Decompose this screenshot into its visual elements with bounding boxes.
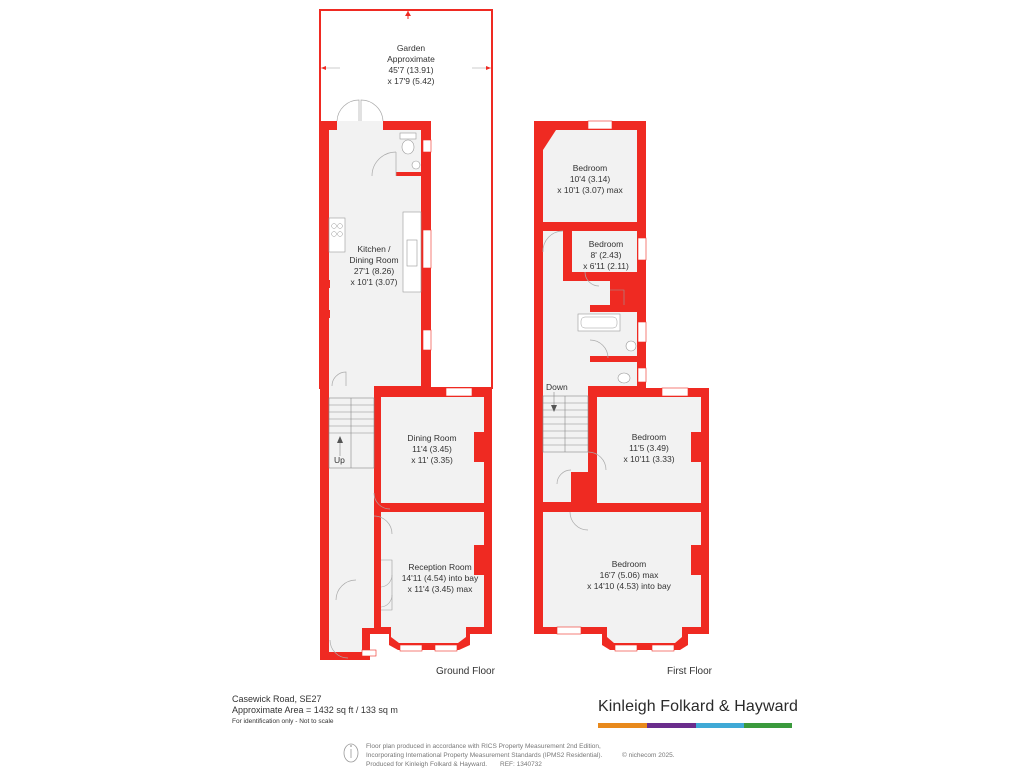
stairs-up-label: Up (334, 455, 345, 465)
bedroom-front-dim-1: 16'7 (5.06) max (599, 570, 659, 580)
kitchen-label-1: Kitchen / (357, 244, 391, 254)
first-floor-plan (534, 121, 713, 677)
cupboard (543, 458, 571, 502)
dining-dim-1: 11'4 (3.45) (412, 444, 452, 454)
first-stairs (543, 392, 588, 452)
garden-label: Garden (396, 43, 426, 53)
bedroom-front-label: Bedroom (611, 559, 647, 569)
garden-length: 45'7 (13.91) (388, 65, 434, 75)
footer-line-3: Produced for Kinleigh Folkard & Hayward. (366, 761, 488, 768)
footer-line-2: Incorporating International Property Measurement Standards (IPMS2 Residential). (366, 752, 603, 759)
property-address: Casewick Road, SE27 (232, 694, 322, 704)
bedroom-small-dim-1: 8' (2.43) (590, 250, 622, 260)
kitchen-dim-2: x 10'1 (3.07) (350, 277, 398, 287)
stairs-down-label: Down (546, 382, 568, 392)
brand-name: Kinleigh Folkard & Hayward (598, 698, 799, 715)
property-area: Approximate Area = 1432 sq ft / 133 sq m (232, 705, 398, 715)
bedroom-rear-dim-2: x 10'1 (3.07) max (557, 185, 623, 195)
footer-line-1: Floor plan produced in accordance with RICS Property Measurement 2nd Edition, (366, 743, 601, 750)
reception-label: Reception Room (408, 562, 472, 572)
brand-bar-green (744, 723, 792, 728)
reception-dim-2: x 11'4 (3.45) max (407, 584, 473, 594)
bedroom-small-label: Bedroom (588, 239, 624, 249)
garden-width: x 17'9 (5.42) (387, 76, 435, 86)
bedroom-small-dim-2: x 6'11 (2.11) (583, 261, 629, 271)
brand-bar-orange (598, 723, 647, 728)
dining-label: Dining Room (407, 433, 457, 443)
first-floor-label: First Floor (667, 666, 712, 677)
garden-approx: Approximate (387, 54, 435, 64)
footer-ref: REF: 1340732 (500, 761, 542, 768)
bedroom-mid-label: Bedroom (631, 432, 667, 442)
kitchen-dim-1: 27'1 (8.26) (353, 266, 395, 276)
bedroom-front-dim-2: x 14'10 (4.53) into bay (587, 581, 671, 591)
reception-dim-1: 14'11 (4.54) into bay (401, 573, 479, 583)
bedroom-rear-label: Bedroom (572, 163, 608, 173)
bedroom-rear-dim-1: 10'4 (3.14) (569, 174, 611, 184)
footer-copyright: © nichecom 2025. (622, 752, 675, 759)
brand-bar-blue (696, 723, 744, 728)
entrance-porch (329, 600, 362, 652)
bedroom-mid-dim-2: x 10'11 (3.33) (623, 454, 675, 464)
kitchen-label-2: Dining Room (349, 255, 399, 265)
info-icon (344, 744, 358, 762)
bedroom-mid-dim-1: 11'5 (3.49) (629, 443, 669, 453)
property-note: For identification only - Not to scale (232, 718, 334, 725)
ground-floor-plan (320, 10, 496, 677)
brand-bar-purple (647, 723, 696, 728)
dining-dim-2: x 11' (3.35) (411, 455, 453, 465)
ground-floor-label: Ground Floor (436, 666, 495, 677)
